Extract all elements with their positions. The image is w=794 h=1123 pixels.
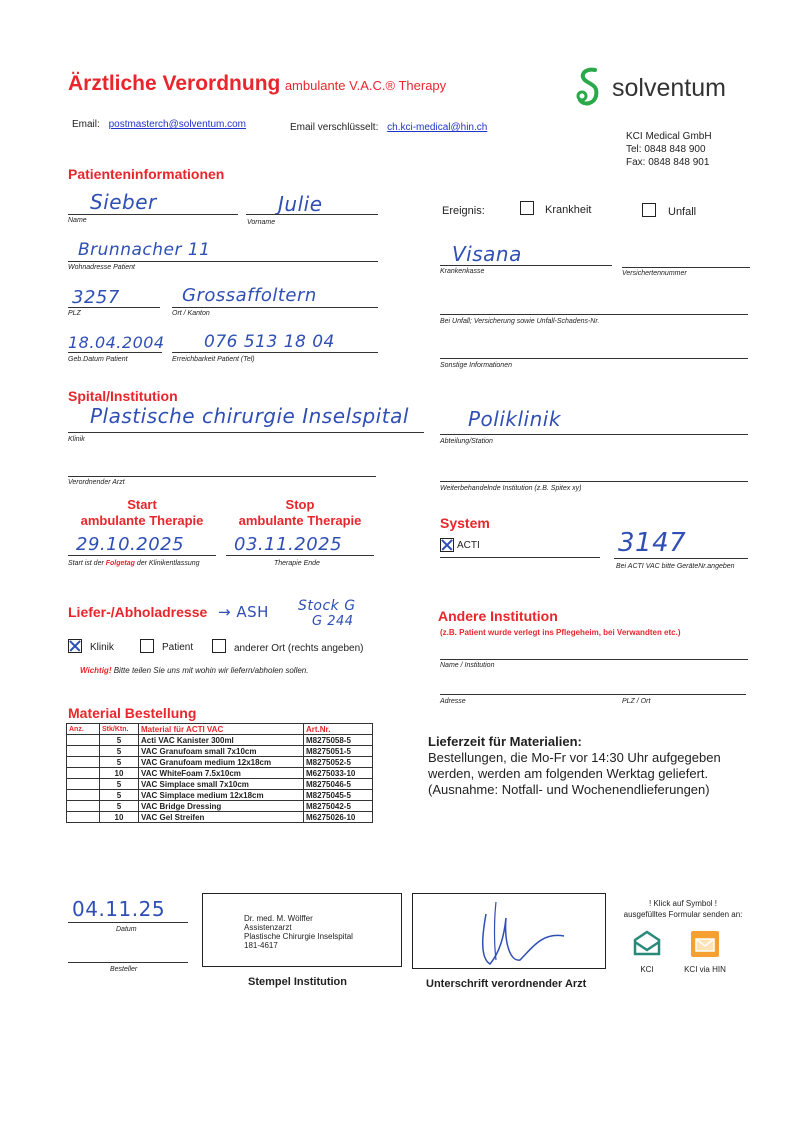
dob-line (68, 352, 162, 353)
stk-cell: 5 (100, 735, 139, 746)
other-adresse-label: Adresse (440, 698, 466, 705)
lieferzeit-line-1: Bestellungen, die Mo-Fr vor 14:30 Uhr aufgegeben (428, 750, 721, 765)
stop-note: Therapie Ende (274, 560, 320, 567)
tel-label: Erreichbarkeit Patient (Tel) (172, 356, 255, 363)
other-heading: Andere Institution (438, 608, 558, 624)
anz-cell[interactable] (67, 801, 100, 812)
other-plz-label: PLZ / Ort (622, 698, 651, 705)
kci-hin-label: KCI via HIN (684, 965, 726, 974)
col-artnr: Art.Nr. (304, 724, 373, 735)
weiter-line (440, 481, 748, 482)
start-line (68, 555, 216, 556)
other-name-line (440, 659, 748, 660)
material-header-row (67, 724, 373, 735)
patient-plz-value[interactable]: 3257 (72, 287, 120, 308)
klinik-checkbox[interactable] (68, 639, 82, 653)
email-link[interactable]: postmasterch@solventum.com (108, 119, 246, 130)
anz-cell[interactable] (67, 768, 100, 779)
signature-icon (460, 896, 580, 968)
geraet-number-value[interactable]: 3147 (618, 528, 687, 558)
table-row (67, 735, 373, 746)
table-row (67, 801, 373, 812)
patient-vorname-value[interactable]: Julie (278, 192, 323, 216)
patient-tel-value[interactable]: 076 513 18 04 (204, 332, 335, 352)
lieferzeit-line-2: werden, werden am folgenden Werktag geliefert. (428, 766, 709, 781)
geraet-line (614, 558, 748, 559)
start-title-2: ambulante Therapie (80, 513, 204, 528)
email-label: Email: (72, 119, 100, 130)
address-line (68, 261, 378, 262)
acti-line (440, 557, 600, 558)
unfall-checkbox[interactable] (642, 203, 656, 217)
warning-bold: Wichtig! (80, 666, 112, 675)
form-title (68, 72, 446, 96)
name-label: Name (68, 217, 87, 224)
stamp-text (244, 914, 353, 950)
patient-checkbox[interactable] (140, 639, 154, 653)
vorname-label: Vorname (247, 219, 276, 226)
stop-date-value[interactable]: 03.11.2025 (234, 534, 343, 555)
patient-name-value[interactable]: Sieber (90, 190, 157, 214)
start-date-value[interactable]: 29.10.2025 (76, 534, 185, 555)
artnr-cell: M6275026-10 (304, 812, 373, 823)
company-info (626, 130, 712, 169)
delivery-hand-note[interactable]: → ASH (218, 603, 269, 621)
artnr-cell: M8275058-5 (304, 735, 373, 746)
company-tel: Tel: 0848 848 900 (626, 144, 706, 155)
datum-value[interactable]: 04.11.25 (72, 897, 166, 921)
stk-cell: 5 (100, 779, 139, 790)
lieferzeit-block (428, 734, 721, 798)
stamp-line-2: Assistenzarzt (244, 923, 292, 932)
sonstige-line (440, 358, 748, 359)
arzt-label: Verordnender Arzt (68, 479, 125, 486)
weiter-label: Weiterbehandelnde Institution (z.B. Spitex xy) (440, 485, 582, 492)
abteilung-line (440, 434, 748, 435)
arzt-line (68, 476, 376, 477)
besteller-line (68, 962, 188, 963)
hin-envelope-icon (690, 930, 720, 958)
start-title (68, 497, 216, 529)
datum-line (68, 922, 188, 923)
patient-heading: Patienteninformationen (68, 166, 225, 182)
ort-label: Ort / Kanton (172, 310, 210, 317)
anderer-option-label: anderer Ort (rechts angeben) (234, 643, 364, 654)
material-cell: VAC Granufoam medium 12x18cm (139, 757, 304, 768)
signature-label: Unterschrift verordnender Arzt (426, 978, 587, 990)
klinik-line (68, 432, 424, 433)
delivery-hand-note-2[interactable]: Stock G (298, 598, 356, 614)
kasse-line (440, 265, 612, 266)
abteilung-label: Abteilung/Station (440, 438, 493, 445)
anz-cell[interactable] (67, 790, 100, 801)
material-cell: VAC Bridge Dressing (139, 801, 304, 812)
anz-cell[interactable] (67, 746, 100, 757)
lieferzeit-line-3: (Ausnahme: Notfall- und Wochenendlieferungen) (428, 782, 710, 797)
acti-checkbox[interactable] (440, 538, 454, 552)
versicherten-line (622, 267, 750, 268)
kci-label: KCI (640, 965, 654, 974)
plz-line (68, 307, 160, 308)
geraet-label: Bei ACTI VAC bitte GeräteNr.angeben (616, 563, 735, 570)
company-name: KCI Medical GmbH (626, 131, 712, 142)
delivery-heading: Liefer-/Abholadresse (68, 604, 208, 620)
material-cell: VAC WhiteFoam 7.5x10cm (139, 768, 304, 779)
email-enc-label: Email verschlüsselt: (290, 122, 379, 133)
warning-text: Bitte teilen Sie uns mit wohin wir liefern/abholen sollen. (111, 666, 309, 675)
email-enc-row (290, 122, 487, 133)
ort-line (172, 307, 378, 308)
patient-address-value[interactable]: Brunnacher 11 (78, 240, 211, 260)
delivery-warning (80, 666, 308, 675)
name-line (68, 214, 238, 215)
stop-title-2: ambulante Therapie (238, 513, 362, 528)
start-title-1: Start (127, 497, 157, 512)
spital-heading: Spital/Institution (68, 388, 178, 404)
artnr-cell: M8275051-5 (304, 746, 373, 757)
stamp-line-1: Dr. med. M. Wölffer (244, 914, 313, 923)
stk-cell: 10 (100, 812, 139, 823)
start-note-post: der Klinikentlassung (134, 560, 200, 567)
artnr-cell: M8275046-5 (304, 779, 373, 790)
col-anz: Anz. (67, 724, 100, 735)
plz-label: PLZ (68, 310, 81, 317)
brand-name: solventum (612, 74, 726, 102)
acti-label: ACTI (457, 540, 480, 551)
system-heading: System (440, 515, 490, 531)
material-cell: VAC Simplace medium 12x18cm (139, 790, 304, 801)
table-row (67, 812, 373, 823)
stk-cell: 5 (100, 757, 139, 768)
dob-label: Geb.Datum Patient (68, 356, 128, 363)
solventum-icon (574, 66, 604, 110)
anz-cell[interactable] (67, 779, 100, 790)
other-adresse-line (440, 694, 746, 695)
anz-cell[interactable] (67, 757, 100, 768)
start-note-red: Folgetag (105, 560, 135, 567)
abteilung-value[interactable]: Poliklinik (468, 407, 561, 431)
material-cell: VAC Gel Streifen (139, 812, 304, 823)
patient-option-label: Patient (162, 642, 194, 653)
stk-cell: 10 (100, 768, 139, 779)
stop-title-1: Stop (285, 497, 315, 512)
kasse-label: Krankenkasse (440, 268, 485, 275)
krankheit-checkbox[interactable] (520, 201, 534, 215)
datum-label: Datum (116, 926, 137, 933)
stk-cell: 5 (100, 746, 139, 757)
start-note-pre: Start ist der (68, 560, 106, 567)
artnr-cell: M8275045-5 (304, 790, 373, 801)
klinik-value[interactable]: Plastische chirurgie Inselspital (90, 404, 409, 428)
send-kci-button[interactable] (632, 930, 662, 974)
vorname-line (246, 214, 378, 215)
lieferzeit-heading: Lieferzeit für Materialien: (428, 734, 582, 749)
anderer-ort-checkbox[interactable] (212, 639, 226, 653)
patient-dob-value[interactable]: 18.04.2004 (68, 333, 165, 352)
stop-title (226, 497, 374, 529)
unfall-line (440, 314, 748, 315)
stop-line (226, 555, 374, 556)
sonstige-label: Sonstige Informationen (440, 362, 512, 369)
delivery-hand-note-3[interactable]: G 244 (312, 614, 354, 629)
material-cell: VAC Simplace small 7x10cm (139, 779, 304, 790)
send-kci-hin-button[interactable] (680, 930, 730, 974)
klinik-label: Klinik (68, 436, 85, 443)
klinik-option-label: Klinik (90, 642, 114, 653)
other-name-label: Name / Institution (440, 662, 495, 669)
patient-ort-value[interactable]: Grossaffoltern (182, 285, 317, 306)
krankenkasse-value[interactable]: Visana (452, 242, 522, 266)
tel-line (172, 352, 378, 353)
krankheit-label: Krankheit (545, 204, 592, 216)
table-row (67, 768, 373, 779)
col-material: Material für ACTI VAC (139, 724, 304, 735)
other-sub: (z.B. Patient wurde verlegt ins Pflegeheim, bei Verwandten etc.) (440, 628, 681, 637)
company-fax: Fax: 0848 848 901 (626, 157, 710, 168)
material-cell: Acti VAC Kanister 300ml (139, 735, 304, 746)
material-table (66, 723, 373, 823)
stk-cell: 5 (100, 790, 139, 801)
anz-cell[interactable] (67, 812, 100, 823)
material-cell: VAC Granufoam small 7x10cm (139, 746, 304, 757)
besteller-label: Besteller (110, 966, 138, 973)
artnr-cell: M8275052-5 (304, 757, 373, 768)
table-row (67, 746, 373, 757)
address-label: Wohnadresse Patient (68, 264, 135, 271)
title-sub: ambulante V.A.C.® Therapy (284, 78, 447, 93)
email-row (72, 119, 246, 130)
material-heading: Material Bestellung (68, 705, 197, 721)
stamp-label: Stempel Institution (248, 976, 347, 988)
table-row (67, 790, 373, 801)
stamp-line-4: 181-4617 (244, 941, 278, 950)
col-stk: Stk/Ktn. (100, 724, 139, 735)
artnr-cell: M8275042-5 (304, 801, 373, 812)
stamp-line-3: Plastische Chirurgie Inselspital (244, 932, 353, 941)
click-hint-2: ausgefülltes Formular senden an: (623, 910, 743, 919)
unfall-label: Unfall (668, 206, 697, 218)
click-hint-1: ! Klick auf Symbol ! (648, 899, 718, 908)
stk-cell: 5 (100, 801, 139, 812)
click-hint (612, 898, 754, 920)
solventum-logo (574, 66, 744, 112)
ereignis-label: Ereignis: (442, 205, 485, 217)
envelope-icon (632, 930, 662, 956)
versicherten-label: Versichertennummer (622, 270, 687, 277)
artnr-cell: M6275033-10 (304, 768, 373, 779)
title-main: Ärztliche Verordnung (68, 72, 281, 95)
unfall-info-label: Bei Unfall; Versicherung sowie Unfall-Schadens-Nr. (440, 318, 600, 325)
anz-cell[interactable] (67, 735, 100, 746)
start-note (68, 560, 200, 567)
table-row (67, 779, 373, 790)
table-row (67, 757, 373, 768)
email-enc-link[interactable]: ch.kci-medical@hin.ch (387, 122, 488, 133)
